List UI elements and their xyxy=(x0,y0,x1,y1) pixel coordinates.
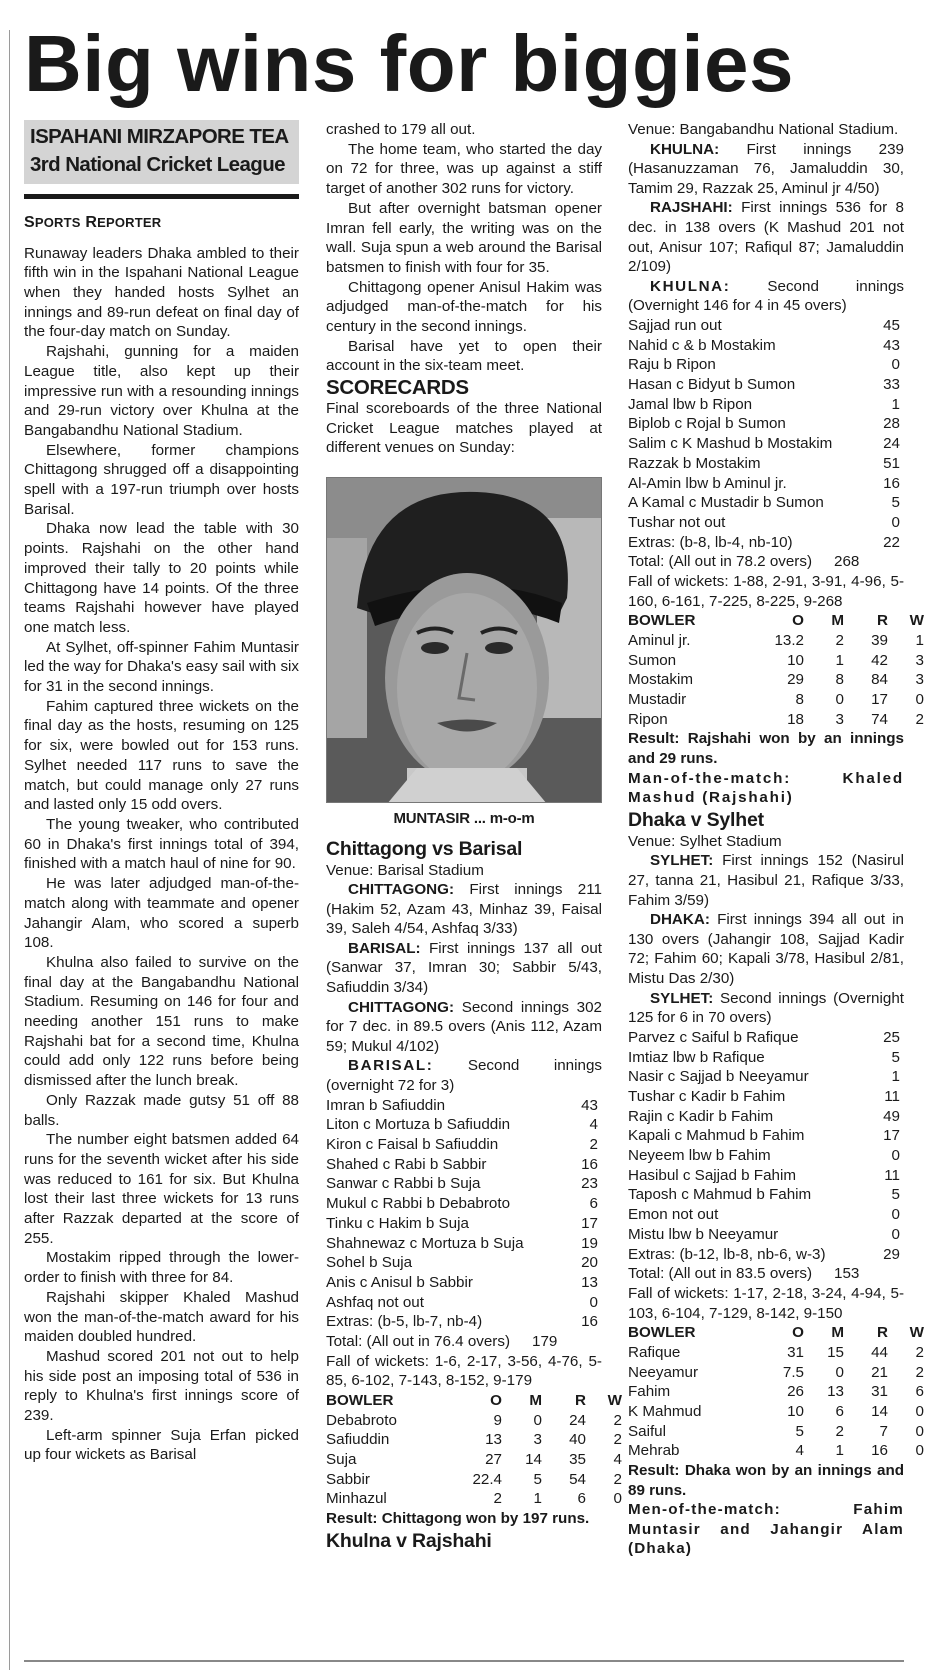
batting-card xyxy=(628,316,904,572)
article-paragraph: Mostakim ripped through the lower-order to finish with three for 84. xyxy=(24,1249,299,1287)
extras-row: Extras: (b-5, lb-7, nb-4) 16 xyxy=(326,1313,598,1331)
men-of-the-match: Men-of-the-match: Fahim Muntasir and Jahangir Alam (Dhaka) xyxy=(628,1501,904,1558)
article-paragraph: The home team, who started the day on 72 for three, was up against a stiff target of another 302 runs for victory. xyxy=(326,140,602,198)
bowling-row: Sumon 10 1 42 3 xyxy=(628,651,924,669)
bowling-row: Mustadir 8 0 17 0 xyxy=(628,691,924,709)
match-result: Result: Dhaka won by an innings and 89 runs. xyxy=(628,1462,904,1499)
article-paragraph: Left-arm spinner Suja Erfan picked up four wickets as Barisal xyxy=(24,1426,299,1464)
match-title: Chittagong vs Barisal xyxy=(326,837,523,860)
batting-row: Kapali c Mahmud b Fahim 17 xyxy=(628,1127,900,1145)
bowling-row: Rafique 31 15 44 2 xyxy=(628,1343,924,1361)
column-1 xyxy=(24,120,299,1465)
bowling-row: Aminul jr. 13.2 2 39 1 xyxy=(628,631,924,649)
man-of-the-match: Man-of-the-match: Khaled Mashud (Rajshahi) xyxy=(628,769,904,807)
batting-card xyxy=(628,1028,904,1284)
batting-row: Al-Amin lbw b Aminul jr. 16 xyxy=(628,474,900,492)
bowling-header: BOWLER O M R W xyxy=(628,612,924,630)
batting-row: Liton c Mortuza b Safiuddin 4 xyxy=(326,1116,598,1134)
article-paragraph: Elsewhere, former champions Chittagong shrugged off a disappointing spell with a 197-run triumph over hosts Barisal. xyxy=(24,441,299,518)
match-result: Result: Rajshahi won by an innings and 29 runs. xyxy=(628,730,904,768)
batting-card xyxy=(326,1096,602,1352)
batting-row: Shahnewaz c Mortuza b Suja 19 xyxy=(326,1234,598,1252)
innings-summary: CHITTAGONG: Second innings 302 for 7 dec. in 89.5 overs (Anis 112, Azam 59; Mukul 4/102) xyxy=(326,998,602,1055)
match-chittagong-barisal xyxy=(326,837,622,1529)
article-paragraph: Rajshahi, gunning for a maiden League title, also kept up their impressive run with a resounding innings and 29-run victory over Khulna at the Bangabandhu National Stadium. xyxy=(24,343,299,439)
innings-summary: CHITTAGONG: First innings 211 (Hakim 52, Azam 43, Minhaz 39, Faisal 39, Saleh 4/54, Ashfaq 3/33) xyxy=(326,881,602,938)
bowling-header: BOWLER O M R W xyxy=(326,1391,622,1409)
match-dhaka-sylhet xyxy=(628,808,924,1559)
bowling-card xyxy=(628,1323,924,1461)
article-paragraph: Khulna also failed to survive on the final day at the Bangabandhu National Stadium. Resuming on 146 for four and needing another 151 runs to make Rajshahi bat for a second time, Khulna could add only 122 runs before being dismissed after the lunch break. xyxy=(24,953,299,1090)
innings-summary: KHULNA: First innings 239 (Hasanuzzaman 76, Jamaluddin 30, Tamim 29, Razzak 25, Aminul jr 4/50) xyxy=(628,140,904,197)
bowling-row: Debabroto 9 0 24 2 xyxy=(326,1411,622,1429)
batting-row: Sajjad run out 45 xyxy=(628,316,900,334)
match-venue: Venue: Barisal Stadium xyxy=(326,861,484,879)
column-3 xyxy=(628,120,924,1559)
article-body-col1 xyxy=(24,244,299,1466)
batting-row: Mukul c Rabbi b Debabroto 6 xyxy=(326,1195,598,1213)
batting-row: Tushar c Kadir b Fahim 11 xyxy=(628,1087,900,1105)
article-paragraph: The number eight batsmen added 64 runs for the seventh wicket after his side was reduced to 161 for six. But Khulna lost their last three wickets for 13 runs after Razzak departed at the score of 255. xyxy=(24,1131,299,1247)
batting-row: Imtiaz lbw b Rafique 5 xyxy=(628,1048,900,1066)
match-venue: Venue: Bangabandhu National Stadium. xyxy=(628,121,899,138)
article-paragraph: Rajshahi skipper Khaled Mashud won the man-of-the-match award for his maiden doubled hundred. xyxy=(24,1288,299,1346)
innings-summary: BARISAL: Second innings (overnight 72 for 3) xyxy=(326,1057,602,1095)
batting-row: Salim c K Mashud b Mostakim 24 xyxy=(628,435,900,453)
batting-row: Sanwar c Rabbi b Suja 23 xyxy=(326,1175,598,1193)
bowling-row: Safiuddin 13 3 40 2 xyxy=(326,1431,622,1449)
total-row: Total: (All out in 83.5 overs) 153 xyxy=(628,1265,860,1283)
batting-row: Jamal lbw b Ripon 1 xyxy=(628,395,900,413)
player-photo xyxy=(326,477,602,803)
innings-summary: BARISAL: First innings 137 all out (Sanwar 37, Imran 30; Sabbir 5/43, Safiuddin 3/34) xyxy=(326,939,602,997)
batting-row: Taposh c Mahmud b Fahim 5 xyxy=(628,1186,900,1204)
article-paragraph: He was later adjudged man-of-the-match along with teammate and opener Jahangir Alam, who scored a superb 108. xyxy=(24,875,299,952)
bowling-row: Sabbir 22.4 5 54 2 xyxy=(326,1470,622,1488)
league-sponsor: ISPAHANI MIRZAPORE TEA xyxy=(30,125,289,148)
article-paragraph: Fahim captured three wickets on the final day as the hosts, resuming on 125 for six, were bowled out for 153 runs. Sylhet needed 117 runs to save the match, but could manage only 27 runs and lasted only 15 odd overs. xyxy=(24,697,299,814)
league-banner xyxy=(24,120,299,184)
bowling-row: Saiful 5 2 7 0 xyxy=(628,1422,924,1440)
innings-summary: SYLHET: Second innings (Overnight 125 for 6 in 70 overs) xyxy=(628,989,904,1027)
batting-row: Nahid c & b Mostakim 43 xyxy=(628,336,900,354)
batting-row: Tinku c Hakim b Suja 17 xyxy=(326,1214,598,1232)
batting-row: Shahed c Rabi b Sabbir 16 xyxy=(326,1155,598,1173)
batting-row: Sohel b Suja 20 xyxy=(326,1254,598,1272)
bowling-row: K Mahmud 10 6 14 0 xyxy=(628,1402,924,1420)
extras-row: Extras: (b-8, lb-4, nb-10) 22 xyxy=(628,533,900,551)
league-name: 3rd National Cricket League xyxy=(30,153,285,176)
match-khulna-rajshahi xyxy=(628,120,924,808)
match-venue: Venue: Sylhet Stadium xyxy=(628,832,782,850)
article-paragraph: Dhaka now lead the table with 30 points. Rajshahi on the other hand improved their tally to 20 points while Chittagong have 14 points. Of the three teams Rajshahi however have played one match less. xyxy=(24,520,299,636)
innings-summary: KHULNA: Second innings (Overnight 146 for 4 in 45 overs) xyxy=(628,277,904,315)
batting-row: Raju b Ripon 0 xyxy=(628,356,900,374)
batting-row: Mistu lbw b Neeyamur 0 xyxy=(628,1225,900,1243)
article-paragraph: crashed to 179 all out. xyxy=(326,121,476,138)
batting-row: A Kamal c Mustadir b Sumon 5 xyxy=(628,494,900,512)
extras-row: Extras: (b-12, lb-8, nb-6, w-3) 29 xyxy=(628,1245,900,1263)
bowling-card xyxy=(326,1391,622,1509)
bowling-row: Mostakim 29 8 84 3 xyxy=(628,671,924,689)
photo-caption: MUNTASIR ... m-o-m xyxy=(393,809,535,827)
batting-row: Neyeem lbw b Fahim 0 xyxy=(628,1147,900,1165)
article-paragraph: Runaway leaders Dhaka ambled to their fifth win in the Ispahani National League when they handed hosts Sylhet an innings and 89-run defeat on final day of the four-day match on Sunday. xyxy=(24,244,299,341)
bowling-header: BOWLER O M R W xyxy=(628,1324,924,1342)
bowling-row: Minhazul 2 1 6 0 xyxy=(326,1490,622,1508)
article-paragraph: Barisal have yet to open their account in the six-team meet. xyxy=(326,337,602,375)
fall-of-wickets: Fall of wickets: 1-17, 2-18, 3-24, 4-94, 5-103, 6-104, 7-129, 8-142, 9-150 xyxy=(628,1284,904,1322)
banner-rule xyxy=(24,194,299,199)
scorecards-heading: SCORECARDS xyxy=(326,376,469,400)
column-2 xyxy=(326,120,622,1553)
article-paragraph: The young tweaker, who contributed 60 in Dhaka's first innings total of 394, finished with a match haul of nine for 90. xyxy=(24,815,299,873)
innings-summary: DHAKA: First innings 394 all out in 130 overs (Jahangir 108, Sajjad Kadir 72; Fahim 60; Kapali 3/78, Hasibul 2/81, Mistu Das 2/30) xyxy=(628,911,904,988)
article-paragraph: But after overnight batsman opener Imran fell early, the writing was on the wall. Suja spun a web around the Barisal batsmen to finish with four for 35. xyxy=(326,199,602,276)
batting-row: Hasan c Bidyut b Sumon 33 xyxy=(628,376,900,394)
scorecards-intro: Final scoreboards of the three National Cricket League matches played at different venues on Sunday: xyxy=(326,400,602,457)
match-title: Dhaka v Sylhet xyxy=(628,808,764,831)
fall-of-wickets: Fall of wickets: 1-88, 2-91, 3-91, 4-96, 5-160, 6-161, 7-225, 8-225, 9-268 xyxy=(628,573,904,610)
batting-row: Imran b Safiuddin 43 xyxy=(326,1096,598,1114)
bowling-card xyxy=(628,611,924,729)
bowling-row: Ripon 18 3 74 2 xyxy=(628,710,924,728)
left-column-rule xyxy=(9,30,10,1670)
total-row: Total: (All out in 78.2 overs) 268 xyxy=(628,553,860,571)
bowling-row: Fahim 26 13 31 6 xyxy=(628,1383,924,1401)
fall-of-wickets: Fall of wickets: 1-6, 2-17, 3-56, 4-76, 5-85, 6-102, 7-143, 8-152, 9-179 xyxy=(326,1352,602,1390)
article-paragraph: Chittagong opener Anisul Hakim was adjudged man-of-the-match for his century in the second innings. xyxy=(326,278,602,336)
article-paragraph: Only Razzak made gutsy 51 off 88 balls. xyxy=(24,1091,299,1129)
batting-row: Hasibul c Sajjad b Fahim 11 xyxy=(628,1166,900,1184)
headline: Big wins for biggies xyxy=(24,19,795,108)
article-paragraph: At Sylhet, off-spinner Fahim Muntasir led the way for Dhaka's easy sail with six for 31 in the second innings. xyxy=(24,638,299,696)
player-portrait-image xyxy=(327,478,602,803)
batting-row: Rajin c Kadir b Fahim 49 xyxy=(628,1107,900,1125)
bowling-row: Neeyamur 7.5 0 21 2 xyxy=(628,1363,924,1381)
match-title: Khulna v Rajshahi xyxy=(326,1529,492,1552)
innings-summary: SYLHET: First innings 152 (Nasirul 27, tanna 21, Hasibul 21, Rafique 3/33, Fahim 3/59) xyxy=(628,852,904,909)
batting-row: Razzak b Mostakim 51 xyxy=(628,454,900,472)
bowling-row: Mehrab 4 1 16 0 xyxy=(628,1442,924,1460)
bottom-rule xyxy=(24,1660,904,1662)
batting-row: Anis c Anisul b Sabbir 13 xyxy=(326,1273,598,1291)
match-result: Result: Chittagong won by 197 runs. xyxy=(326,1510,590,1528)
batting-row: Emon not out 0 xyxy=(628,1206,900,1224)
batting-row: Tushar not out 0 xyxy=(628,513,900,531)
innings-summary: RAJSHAHI: First innings 536 for 8 dec. in 138 overs (K Mashud 201 not out, Anisur 107; Rafiqul 87; Jamaluddin 2/109) xyxy=(628,199,904,276)
total-row: Total: (All out in 76.4 overs) 179 xyxy=(326,1333,558,1351)
batting-row: Nasir c Sajjad b Neeyamur 1 xyxy=(628,1068,900,1086)
batting-row: Ashfaq not out 0 xyxy=(326,1293,598,1311)
batting-row: Parvez c Saiful b Rafique 25 xyxy=(628,1028,900,1046)
batting-row: Kiron c Faisal b Safiuddin 2 xyxy=(326,1136,598,1154)
byline: SPORTS REPORTER xyxy=(24,214,162,231)
batting-row: Biplob c Rojal b Sumon 28 xyxy=(628,415,900,433)
article-paragraph: Mashud scored 201 not out to help his side post an imposing total of 536 in reply to Khulna's first innings score of 239. xyxy=(24,1347,299,1425)
bowling-row: Suja 27 14 35 4 xyxy=(326,1451,622,1469)
